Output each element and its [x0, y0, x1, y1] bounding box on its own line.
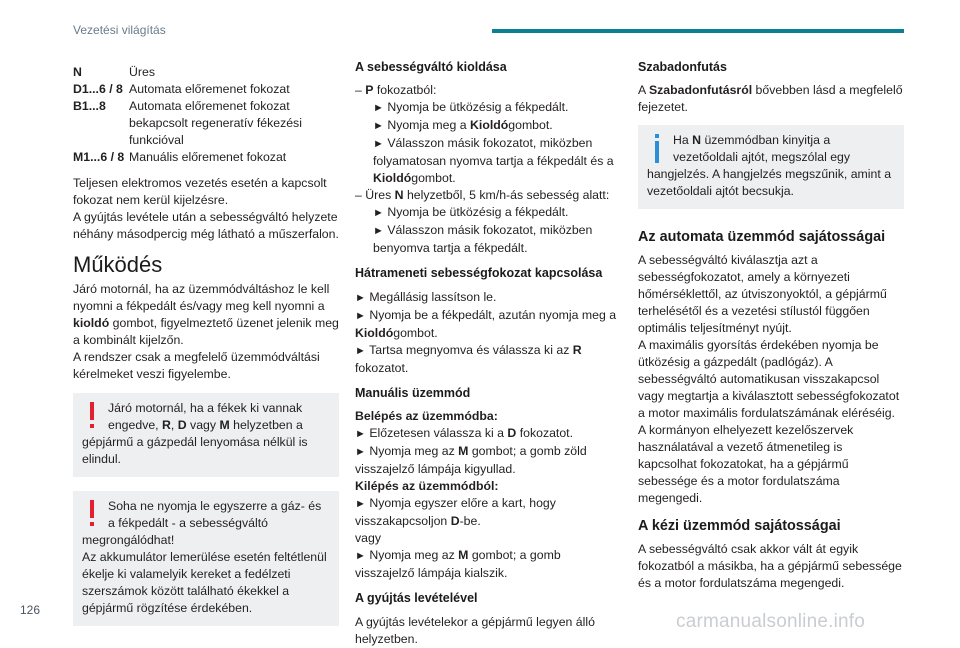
- column-right: [638, 56, 904, 592]
- code-key: D1...6 / 8: [73, 82, 123, 96]
- gear-codes-table: [73, 64, 339, 166]
- paragraph: A sebességváltó csak akkor vált át egyik fokozatból a másikba, ha a gépjármű sebessége és a motor fordulatszáma megengedi.: [638, 542, 902, 590]
- arrow-icon: ►: [373, 102, 384, 114]
- warning-box: Járó motornál, ha a fékek ki vannak engedve, R, D vagy M helyzetben a gépjármű a gázpedál lenyomása nélkül is elindul.: [73, 393, 339, 477]
- heading-auto-mode: Az automata üzemmód sajátosságai: [638, 229, 886, 245]
- list-item: – Üres N helyzetből, 5 km/h-ás sebesség alatt:: [355, 188, 610, 202]
- paragraph: Járó motornál, ha az üzemmódváltáshoz le kell nyomni a fékpedált és/vagy meg kell nyomni a kioldó gombot, figyelmeztető üzenet jelenik meg a kombinált kijelzőn.: [73, 282, 339, 347]
- list-item: ► Nyomja egyszer előre a kart, hogy visszakapcsoljon D-be.: [355, 496, 556, 528]
- code-key: M1...6 / 8: [73, 150, 125, 164]
- code-desc: Manuális előremenet fokozat: [129, 150, 287, 164]
- paragraph: A gyújtás levételekor a gépjármű legyen álló helyzetben.: [355, 615, 595, 646]
- list-item: – P fokozatból:: [355, 83, 437, 97]
- table-row: [73, 64, 339, 81]
- list-item: ► Előzetesen válassza ki a D fokozatot.: [355, 426, 574, 440]
- paragraph: A rendszer csak a megfelelő üzemmódváltási kérelmeket veszi figyelembe.: [73, 350, 320, 381]
- heading-release: A sebességváltó kioldása: [355, 60, 507, 74]
- code-desc: Üres: [129, 65, 155, 79]
- table-row: [73, 98, 339, 149]
- list-item: ► Válasszon másik fokozatot, miközben folyamatosan nyomva tartja a fékpedált és a Kioldógombot.: [373, 136, 614, 185]
- list-item: ► Nyomja meg az M gombot; a gomb visszajelző lámpája kialszik.: [355, 548, 561, 580]
- table-row: [73, 81, 339, 98]
- list-item: ► Nyomja meg a Kioldógombot.: [373, 118, 553, 132]
- heading-manual-mode: Manuális üzemmód: [355, 386, 471, 400]
- list-item: ► Megállásig lassítson le.: [355, 290, 497, 304]
- arrow-icon: ►: [355, 310, 366, 322]
- arrow-icon: ►: [355, 292, 366, 304]
- arrow-icon: ►: [355, 446, 366, 458]
- arrow-icon: ►: [355, 345, 366, 357]
- list-item: ► Nyomja meg az M gombot; a gomb zöld visszajelző lámpája kigyullad.: [355, 444, 587, 476]
- heading-freewheel: Szabadonfutás: [638, 60, 727, 74]
- watermark: carmanualsonline.info: [676, 611, 866, 632]
- warning-exclamation-icon: [82, 400, 104, 432]
- heading-manual-features: A kézi üzemmód sajátosságai: [638, 518, 841, 534]
- column-middle: [355, 56, 620, 648]
- heading-reverse: Hátrameneti sebességfokozat kapcsolása: [355, 266, 603, 280]
- subheading: Belépés az üzemmódba:: [355, 409, 498, 423]
- paragraph: vagy: [355, 531, 381, 545]
- code-desc: Automata előremenet fokozat bekapcsolt regeneratív fékezési funkcióval: [129, 99, 302, 147]
- arrow-icon: ►: [355, 550, 366, 562]
- subheading: Kilépés az üzemmódból:: [355, 479, 499, 493]
- column-left: [73, 56, 339, 626]
- section-heading-operation: Működés: [73, 252, 163, 277]
- code-desc: Automata előremenet fokozat: [129, 82, 290, 96]
- warning-text: Soha ne nyomja le egyszerre a gáz- és a fékpedált - a sebességváltó megrongálódhat!: [82, 499, 322, 547]
- warning-text: Az akkumulátor lemerülése esetén feltétlenül ékelje ki valamelyik kereket a fedélzeti szerszámok között található ékekkel a gépjármű rögzítése érdekében.: [82, 550, 327, 615]
- page-number: 126: [20, 603, 41, 617]
- warning-exclamation-icon: [82, 498, 104, 530]
- arrow-icon: ►: [355, 428, 366, 440]
- list-item: ► Nyomja be a fékpedált, azután nyomja meg a Kioldógombot.: [355, 308, 617, 340]
- paragraph: A kormányon elhelyezett kezelőszervek használatával a vezető átmenetileg is kapcsolhat fokozatokat, ha a gépjármű sebessége és a motor fordulatszáma megengedi.: [638, 423, 854, 505]
- info-icon: [647, 132, 667, 166]
- header-accent-bar: [492, 29, 904, 33]
- list-item: ► Nyomja be ütközésig a fékpedált.: [373, 205, 569, 219]
- arrow-icon: ►: [373, 138, 384, 150]
- arrow-icon: ►: [373, 207, 384, 219]
- table-row: [73, 149, 339, 166]
- arrow-icon: ►: [373, 225, 384, 237]
- paragraph: Teljesen elektromos vezetés esetén a kapcsolt fokozat nem kerül kijelzésre.: [73, 176, 327, 207]
- info-box: Ha N üzemmódban kinyitja a vezetőoldali ajtót, megszólal egy hangjelzés. A hangjelzés megszűnik, amint a vezetőoldali ajtót becsukja.: [638, 125, 904, 209]
- list-item: ► Tartsa megnyomva és válassza ki az R fokozatot.: [355, 343, 582, 375]
- paragraph: A sebességváltó kiválasztja azt a sebességfokozatot, amely a környezeti hőmérséklettől, az útviszonyoktól, a gépjármű terhelésétől és a vezetési stílustól függően optimális teljesítményt nyújt.: [638, 253, 887, 335]
- arrow-icon: ►: [373, 120, 384, 132]
- paragraph: A gyújtás levétele után a sebességváltó helyzete néhány másodpercig még látható a műszerfalon.: [73, 210, 339, 241]
- list-item: ► Nyomja be ütközésig a fékpedált.: [373, 100, 569, 114]
- paragraph: A Szabadonfutásról bővebben lásd a megfelelő fejezetet.: [638, 83, 903, 114]
- section-header-title: Vezetési világítás: [73, 23, 166, 37]
- code-key: B1...8: [73, 99, 106, 113]
- heading-ignition: A gyújtás levételével: [355, 591, 478, 605]
- paragraph: A maximális gyorsítás érdekében nyomja be ütközésig a gázpedált (padlógáz). A sebességváltó automatikusan visszakapcsol vagy megtartja a kiválasztott sebességfokozatot a motor maximális fordulatszámának eléréséig.: [638, 338, 900, 420]
- arrow-icon: ►: [355, 498, 366, 510]
- list-item: ► Válasszon másik fokozatot, miközben benyomva tartja a fékpedált.: [373, 223, 593, 255]
- warning-box: [73, 491, 339, 626]
- code-key: N: [73, 65, 82, 79]
